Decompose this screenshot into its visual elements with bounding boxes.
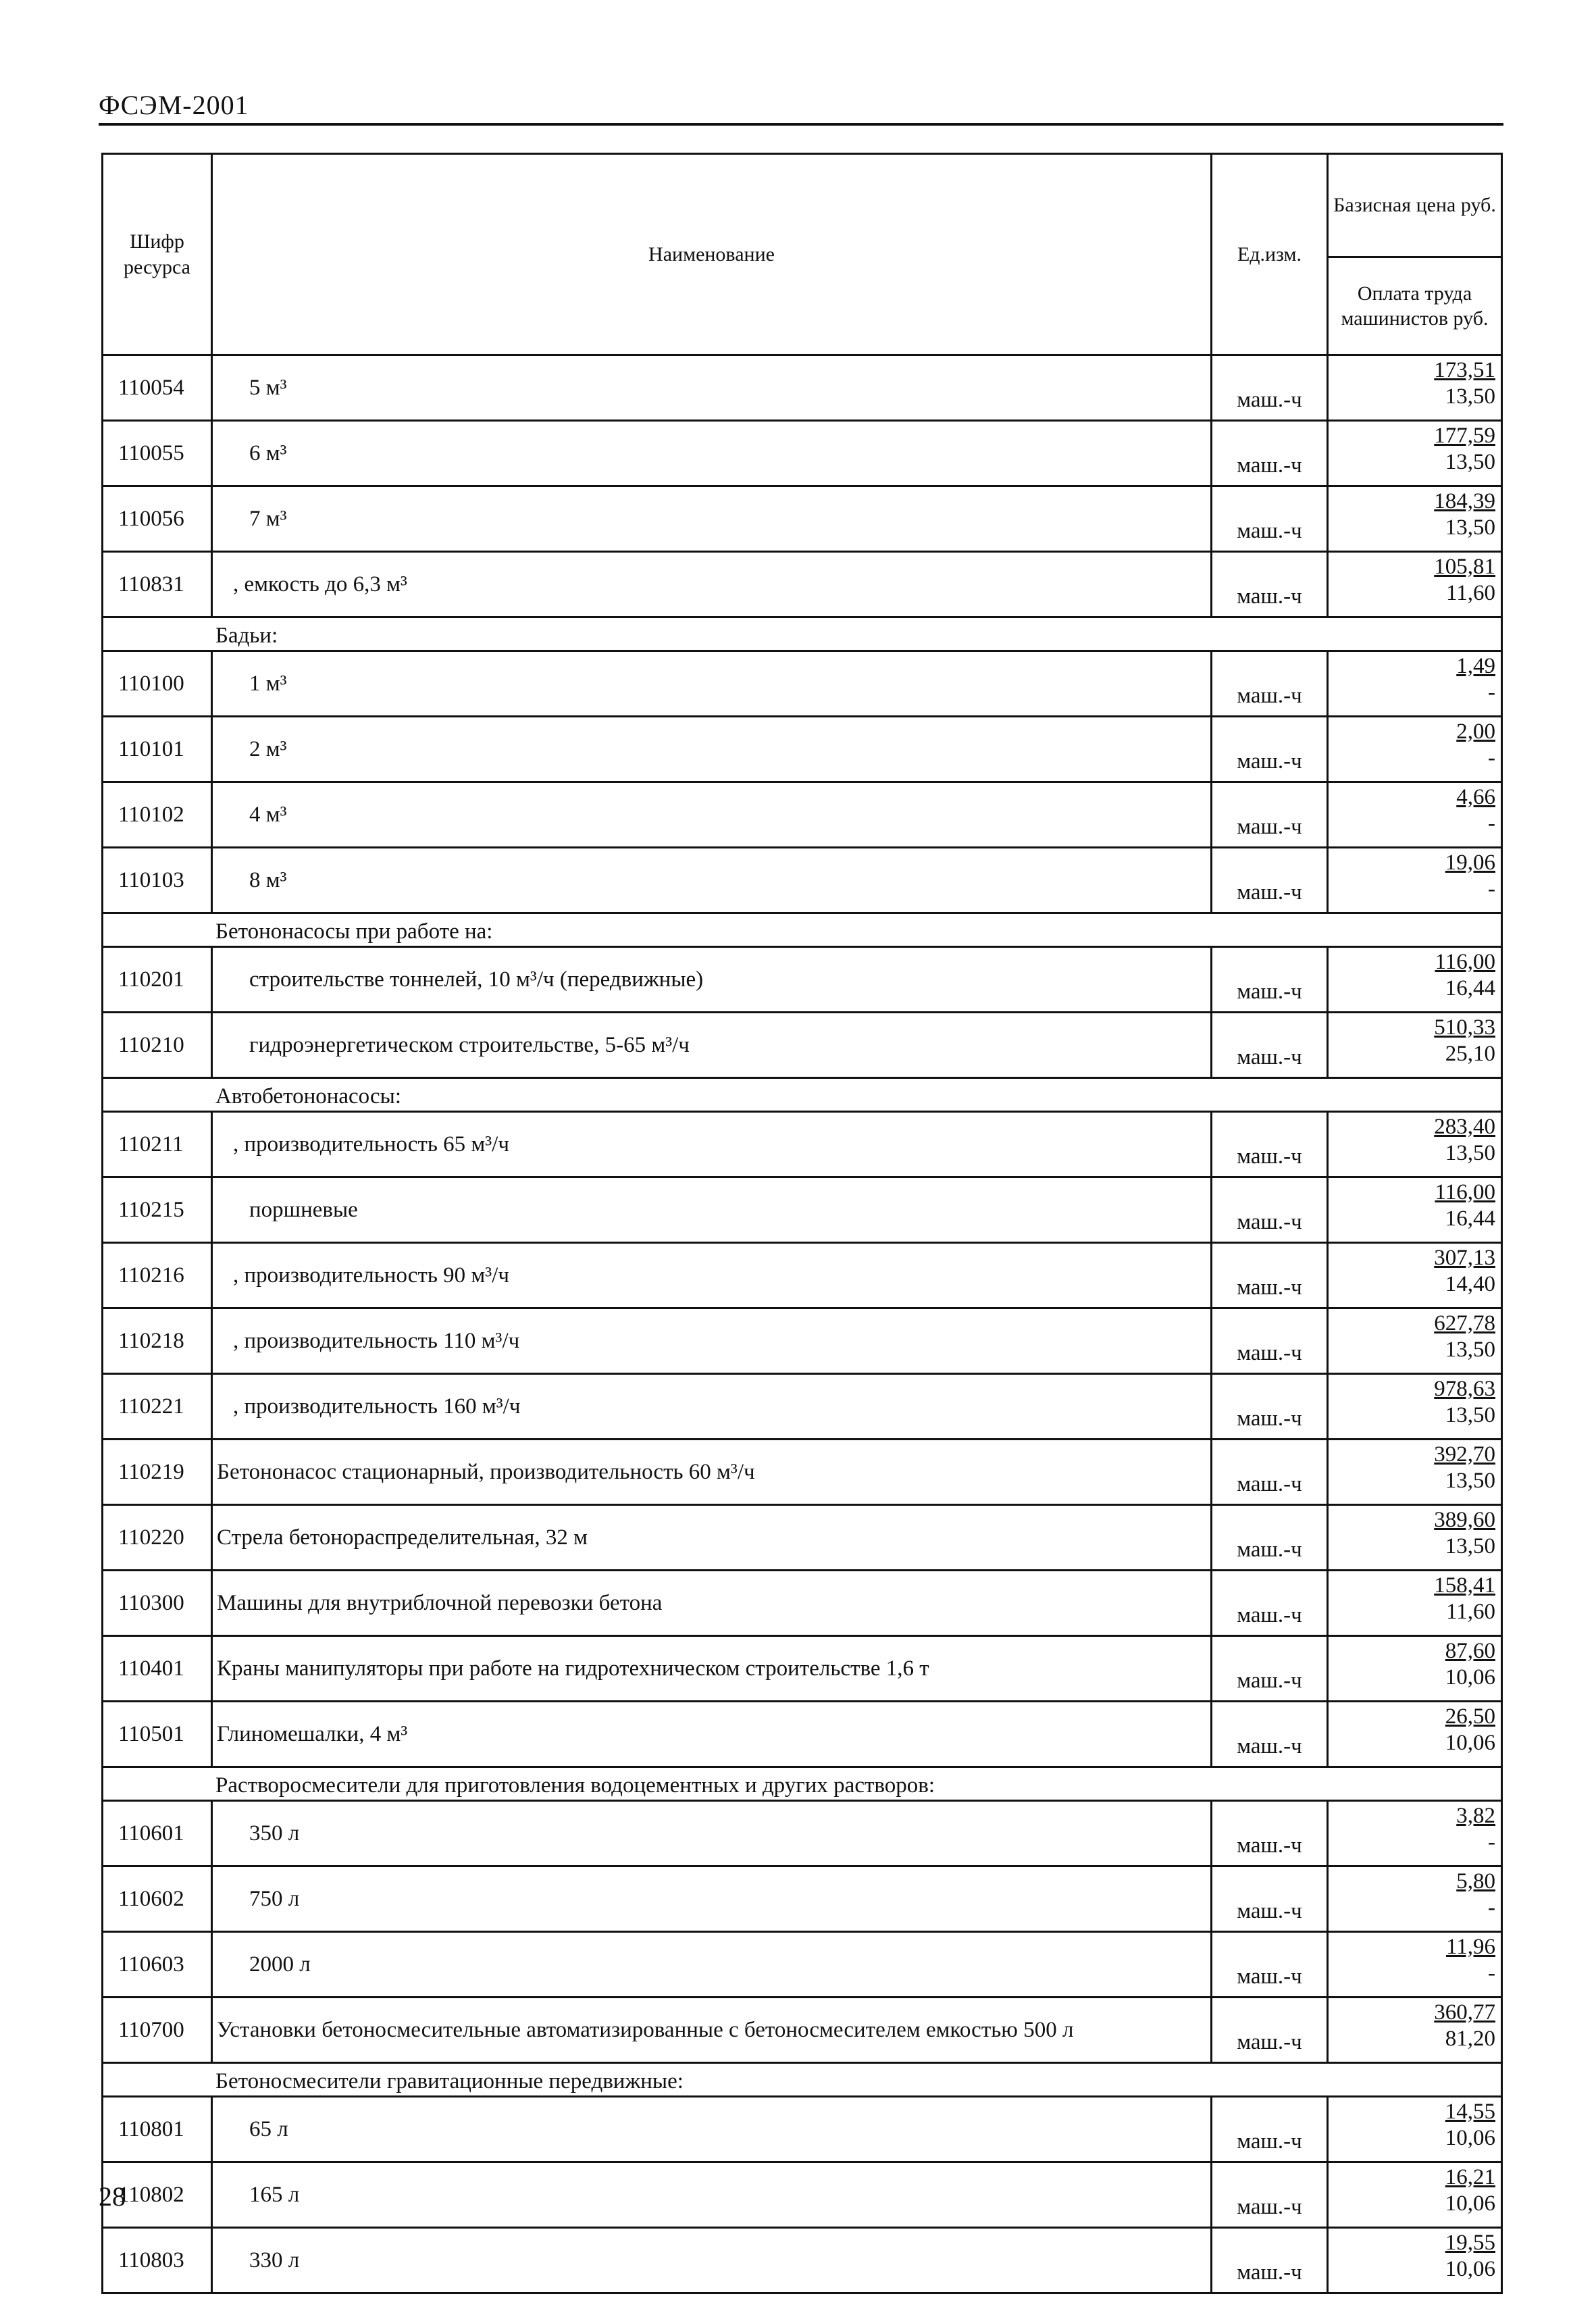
base-price: 16,21: [1445, 2165, 1495, 2189]
operator-wage: -: [1488, 745, 1495, 770]
group-title-text: Бадьи:: [215, 624, 278, 648]
operator-wage: 13,50: [1445, 1533, 1495, 1558]
resource-code: 110803: [103, 2228, 212, 2293]
price-cell: [1328, 651, 1502, 717]
resource-name-cell: [212, 1636, 1212, 1702]
operator-wage: -: [1488, 876, 1495, 901]
operator-wage: 10,06: [1445, 2256, 1495, 2281]
unit-of-measure: маш.-ч: [1212, 1308, 1328, 1374]
unit-of-measure: маш.-ч: [1212, 717, 1328, 782]
table-row: [103, 1177, 1502, 1243]
table-row: [103, 1440, 1502, 1505]
resource-code: 110219: [103, 1440, 212, 1505]
operator-wage: 10,06: [1445, 1664, 1495, 1689]
resource-name: 65 л: [249, 2116, 288, 2141]
table-row: [103, 1932, 1502, 1998]
group-title: [103, 1078, 1502, 1112]
price-cell: [1328, 1177, 1502, 1243]
resource-name: Стрела бетонораспределительная, 32 м: [217, 1525, 588, 1550]
unit-of-measure: маш.-ч: [1212, 1177, 1328, 1243]
table-row: [103, 2162, 1502, 2228]
operator-wage: -: [1488, 1895, 1495, 1920]
resource-name-cell: [212, 486, 1212, 552]
price-cell: [1328, 1243, 1502, 1308]
unit-of-measure: маш.-ч: [1212, 651, 1328, 717]
base-price: 3,82: [1456, 1804, 1495, 1828]
operator-wage: 14,40: [1445, 1271, 1495, 1296]
base-price: 184,39: [1434, 489, 1495, 513]
resource-name-cell: [212, 1571, 1212, 1636]
unit-of-measure: маш.-ч: [1212, 552, 1328, 617]
group-title-text: Бетоносмесители гравитационные передвижные:: [215, 2069, 684, 2093]
table-row: [103, 1308, 1502, 1374]
resource-code: 110215: [103, 1177, 212, 1243]
base-price: 5,80: [1456, 1869, 1495, 1893]
resource-code: 110210: [103, 1013, 212, 1078]
base-price: 14,55: [1445, 2100, 1495, 2124]
resource-code: 110211: [103, 1112, 212, 1177]
base-price: 116,00: [1435, 950, 1495, 974]
base-price: 978,63: [1434, 1377, 1495, 1401]
resource-name-cell: [212, 2228, 1212, 2293]
resource-name: 750 л: [249, 1886, 300, 1911]
resource-name: , производительность 65 м³/ч: [233, 1132, 509, 1156]
resource-name-cell: [212, 1505, 1212, 1571]
operator-wage: 13,50: [1445, 1402, 1495, 1427]
base-price: 105,81: [1434, 555, 1495, 579]
resource-code: 110218: [103, 1308, 212, 1374]
unit-of-measure: маш.-ч: [1212, 1801, 1328, 1866]
resource-name-cell: [212, 717, 1212, 782]
unit-of-measure: маш.-ч: [1212, 1013, 1328, 1078]
unit-of-measure: маш.-ч: [1212, 1440, 1328, 1505]
resource-name: 4 м³: [249, 802, 287, 827]
table-row: [103, 1636, 1502, 1702]
resource-code: 110103: [103, 848, 212, 913]
group-title: [103, 913, 1502, 947]
resource-code: 110102: [103, 782, 212, 848]
resource-name: , производительность 90 м³/ч: [233, 1263, 509, 1288]
operator-wage: 11,60: [1445, 1599, 1495, 1624]
resource-name-cell: [212, 355, 1212, 421]
resource-name-cell: [212, 2097, 1212, 2162]
resource-name-cell: [212, 1374, 1212, 1440]
resource-code: 110602: [103, 1866, 212, 1932]
price-cell: [1328, 1702, 1502, 1767]
resource-name-cell: [212, 1308, 1212, 1374]
price-cell: [1328, 717, 1502, 782]
unit-of-measure: маш.-ч: [1212, 1112, 1328, 1177]
resource-code: 110300: [103, 1571, 212, 1636]
operator-wage: 10,06: [1445, 2191, 1495, 2216]
unit-of-measure: маш.-ч: [1212, 1932, 1328, 1998]
table-row: [103, 1013, 1502, 1078]
operator-wage: 25,10: [1445, 1041, 1495, 1066]
unit-of-measure: маш.-ч: [1212, 355, 1328, 421]
operator-wage: -: [1488, 680, 1495, 705]
table-row: [103, 1801, 1502, 1866]
resource-name-cell: [212, 1177, 1212, 1243]
resource-name: Установки бетоносмесительные автоматизированные с бетоносмесителем емкостью 500 л: [217, 2017, 1074, 2042]
unit-of-measure: маш.-ч: [1212, 1636, 1328, 1702]
resource-name-cell: [212, 1112, 1212, 1177]
base-price: 19,06: [1445, 850, 1495, 875]
base-price: 87,60: [1445, 1639, 1495, 1663]
resource-code: 110601: [103, 1801, 212, 1866]
group-title: [103, 2063, 1502, 2097]
operator-wage: -: [1488, 1829, 1495, 1854]
header-name: Наименование: [212, 154, 1212, 355]
group-header-row: [103, 617, 1502, 651]
resource-name-cell: [212, 1013, 1212, 1078]
resource-name: строительстве тоннелей, 10 м³/ч (передвижные): [249, 967, 704, 992]
header-base-price: Базисная цена руб.: [1328, 154, 1502, 257]
price-cell: [1328, 2097, 1502, 2162]
table-row: [103, 782, 1502, 848]
resource-name-cell: [212, 1243, 1212, 1308]
header-rule: [99, 123, 1503, 126]
group-title-text: Бетононасосы при работе на:: [215, 919, 493, 944]
group-title-text: Растворосмесители для приготовления водоцементных и других растворов:: [215, 1773, 935, 1798]
price-cell: [1328, 1801, 1502, 1866]
price-cell: [1328, 1013, 1502, 1078]
base-price: 26,50: [1445, 1704, 1495, 1729]
table-row: [103, 486, 1502, 552]
resource-name: 8 м³: [249, 867, 287, 892]
price-cell: [1328, 1932, 1502, 1998]
table-row: [103, 1112, 1502, 1177]
base-price: 389,60: [1434, 1508, 1495, 1532]
base-price: 510,33: [1434, 1015, 1495, 1040]
operator-wage: 16,44: [1445, 975, 1495, 1000]
price-cell: [1328, 421, 1502, 486]
resource-name: гидроэнергетическом строительстве, 5-65 м³/ч: [249, 1032, 690, 1057]
operator-wage: 13,50: [1445, 449, 1495, 474]
resource-name: 2000 л: [249, 1952, 311, 1977]
table-row: [103, 1702, 1502, 1767]
operator-wage: 13,50: [1445, 1468, 1495, 1493]
group-header-row: [103, 1078, 1502, 1112]
unit-of-measure: маш.-ч: [1212, 1571, 1328, 1636]
resource-code: 110401: [103, 1636, 212, 1702]
operator-wage: 11,60: [1445, 580, 1495, 605]
unit-of-measure: маш.-ч: [1212, 2162, 1328, 2228]
group-header-row: [103, 2063, 1502, 2097]
unit-of-measure: маш.-ч: [1212, 1505, 1328, 1571]
resource-code: 110221: [103, 1374, 212, 1440]
resource-name-cell: [212, 848, 1212, 913]
resource-name-cell: [212, 1440, 1212, 1505]
table-row: [103, 552, 1502, 617]
resource-code: 110700: [103, 1998, 212, 2063]
base-price: 2,00: [1456, 719, 1495, 744]
resource-name: Машины для внутриблочной перевозки бетона: [217, 1590, 663, 1615]
price-cell: [1328, 1505, 1502, 1571]
resource-name: 165 л: [249, 2182, 300, 2207]
resource-name-cell: [212, 651, 1212, 717]
resource-price-table: [101, 153, 1503, 2294]
resource-name: , емкость до 6,3 м³: [233, 571, 407, 596]
unit-of-measure: маш.-ч: [1212, 486, 1328, 552]
group-title: [103, 1767, 1502, 1801]
operator-wage: -: [1488, 1960, 1495, 1985]
resource-name: поршневые: [249, 1197, 358, 1222]
resource-name: Глиномешалки, 4 м³: [217, 1721, 408, 1746]
base-price: 177,59: [1434, 424, 1495, 448]
unit-of-measure: маш.-ч: [1212, 1374, 1328, 1440]
price-cell: [1328, 2162, 1502, 2228]
base-price: 283,40: [1434, 1115, 1495, 1139]
table-row: [103, 1866, 1502, 1932]
resource-code: 110603: [103, 1932, 212, 1998]
operator-wage: 13,50: [1445, 1140, 1495, 1165]
resource-code: 110101: [103, 717, 212, 782]
resource-name: 5 м³: [249, 375, 287, 400]
resource-code: 110802: [103, 2162, 212, 2228]
resource-name: Краны манипуляторы при работе на гидротехническом строительстве 1,6 т: [217, 1656, 929, 1681]
resource-name: 330 л: [249, 2247, 300, 2272]
unit-of-measure: маш.-ч: [1212, 782, 1328, 848]
operator-wage: 16,44: [1445, 1206, 1495, 1231]
unit-of-measure: маш.-ч: [1212, 2097, 1328, 2162]
table-row: [103, 1374, 1502, 1440]
resource-name-cell: [212, 782, 1212, 848]
header-code: Шифр ресурса: [103, 154, 212, 355]
operator-wage: 10,06: [1445, 2125, 1495, 2150]
table-row: [103, 1243, 1502, 1308]
resource-name-cell: [212, 1998, 1212, 2063]
table-row: [103, 1571, 1502, 1636]
unit-of-measure: маш.-ч: [1212, 1243, 1328, 1308]
resource-name-cell: [212, 1866, 1212, 1932]
price-cell: [1328, 1374, 1502, 1440]
base-price: 173,51: [1434, 358, 1495, 382]
price-cell: [1328, 1571, 1502, 1636]
resource-name: 2 м³: [249, 736, 287, 761]
unit-of-measure: маш.-ч: [1212, 1866, 1328, 1932]
operator-wage: 81,20: [1445, 2026, 1495, 2051]
resource-name-cell: [212, 1932, 1212, 1998]
operator-wage: 13,50: [1445, 515, 1495, 540]
unit-of-measure: маш.-ч: [1212, 1702, 1328, 1767]
resource-code: 110201: [103, 947, 212, 1013]
operator-wage: -: [1488, 811, 1495, 836]
group-title: [103, 617, 1502, 651]
resource-code: 110801: [103, 2097, 212, 2162]
base-price: 1,49: [1456, 654, 1495, 678]
resource-code: 110831: [103, 552, 212, 617]
table-row: [103, 848, 1502, 913]
resource-code: 110054: [103, 355, 212, 421]
table-row: [103, 2228, 1502, 2293]
operator-wage: 10,06: [1445, 1730, 1495, 1755]
operator-wage: 13,50: [1445, 1337, 1495, 1362]
price-cell: [1328, 1636, 1502, 1702]
operator-wage: 13,50: [1445, 384, 1495, 409]
resource-code: 110056: [103, 486, 212, 552]
price-cell: [1328, 1998, 1502, 2063]
resource-name-cell: [212, 1801, 1212, 1866]
price-cell: [1328, 848, 1502, 913]
table-row: [103, 355, 1502, 421]
resource-name-cell: [212, 2162, 1212, 2228]
base-price: 307,13: [1434, 1246, 1495, 1270]
table-row: [103, 947, 1502, 1013]
document-code: ФСЭМ-2001: [99, 90, 249, 120]
resource-name-cell: [212, 1702, 1212, 1767]
base-price: 158,41: [1434, 1573, 1495, 1598]
resource-name-cell: [212, 552, 1212, 617]
resource-name: , производительность 160 м³/ч: [233, 1394, 521, 1419]
table-row: [103, 421, 1502, 486]
price-cell: [1328, 2228, 1502, 2293]
price-cell: [1328, 1440, 1502, 1505]
base-price: 19,55: [1445, 2231, 1495, 2255]
resource-code: 110220: [103, 1505, 212, 1571]
price-cell: [1328, 552, 1502, 617]
header-operator-wage: Оплата труда машинистов руб.: [1328, 257, 1502, 355]
resource-code: 110216: [103, 1243, 212, 1308]
group-header-row: [103, 913, 1502, 947]
resource-name: , производительность 110 м³/ч: [233, 1328, 520, 1353]
unit-of-measure: маш.-ч: [1212, 848, 1328, 913]
table-row: [103, 1998, 1502, 2063]
resource-name: Бетононасос стационарный, производительность 60 м³/ч: [217, 1459, 755, 1484]
price-cell: [1328, 1112, 1502, 1177]
base-price: 627,78: [1434, 1311, 1495, 1336]
resource-name-cell: [212, 947, 1212, 1013]
base-price: 116,00: [1435, 1180, 1495, 1204]
page-number: 28: [99, 2181, 126, 2212]
price-cell: [1328, 947, 1502, 1013]
table-row: [103, 717, 1502, 782]
group-title-text: Автобетононасосы:: [215, 1084, 401, 1109]
header-unit: Ед.изм.: [1212, 154, 1328, 355]
price-cell: [1328, 355, 1502, 421]
resource-code: 110501: [103, 1702, 212, 1767]
group-header-row: [103, 1767, 1502, 1801]
resource-name: 350 л: [249, 1821, 300, 1846]
unit-of-measure: маш.-ч: [1212, 421, 1328, 486]
resource-name: 1 м³: [249, 671, 287, 696]
resource-name: 6 м³: [249, 440, 287, 465]
resource-name-cell: [212, 421, 1212, 486]
base-price: 392,70: [1434, 1442, 1495, 1467]
table-row: [103, 1505, 1502, 1571]
table-body: [103, 355, 1502, 2293]
unit-of-measure: маш.-ч: [1212, 947, 1328, 1013]
table-row: [103, 2097, 1502, 2162]
price-cell: [1328, 486, 1502, 552]
unit-of-measure: маш.-ч: [1212, 1998, 1328, 2063]
resource-name: 7 м³: [249, 506, 287, 531]
resource-code: 110100: [103, 651, 212, 717]
base-price: 11,96: [1445, 1935, 1495, 1959]
base-price: 4,66: [1456, 785, 1495, 809]
table-row: [103, 651, 1502, 717]
unit-of-measure: маш.-ч: [1212, 2228, 1328, 2293]
price-cell: [1328, 1866, 1502, 1932]
resource-code: 110055: [103, 421, 212, 486]
price-cell: [1328, 782, 1502, 848]
price-cell: [1328, 1308, 1502, 1374]
base-price: 360,77: [1434, 2000, 1495, 2025]
